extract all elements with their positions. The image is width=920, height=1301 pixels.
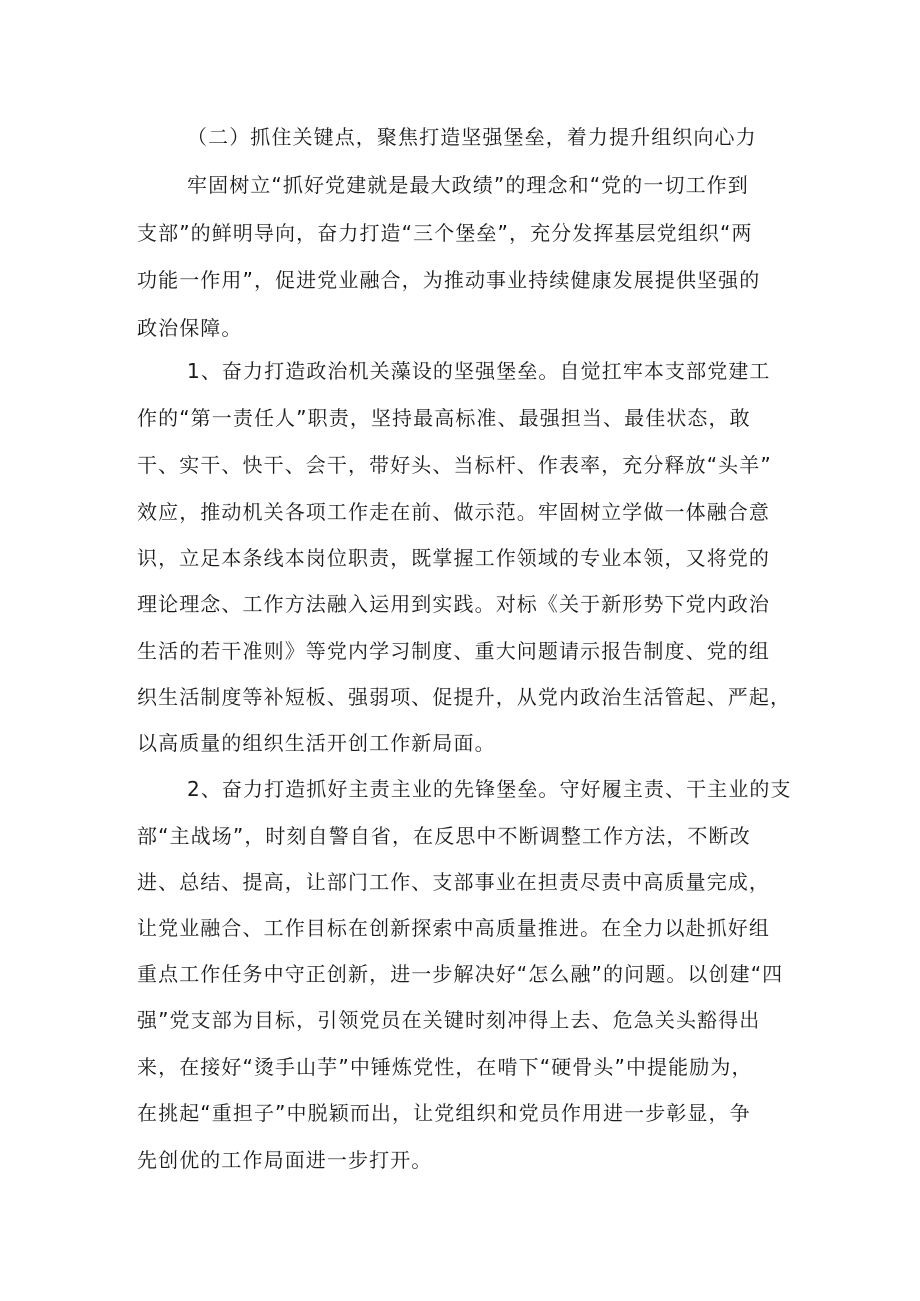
paragraph-line: 让党业融合、工作目标在创新探索中高质量推进。在全力以赴抓好组 [137,916,770,940]
paragraph-line: 来，在接好“烫手山芋”中锤炼党性，在啃下“硬骨头”中提能励为， [137,1055,753,1079]
paragraph-line: 理论理念、工作方法融入运用到实践。对标《关于新形势下党内政治 [137,592,770,616]
paragraph-line: 重点工作任务中守正创新，进一步解决好“怎么融”的问题。以创建“四 [137,962,784,986]
paragraph-line: 识，立足本条线本岗位职责，既掌握工作领域的专业本领，又将党的 [137,546,770,570]
paragraph-line: 以高质量的组织生活开创工作新局面。 [137,731,496,755]
paragraph-line: 强”党支部为目标，引领党员在关键时刻冲得上去、危急关头豁得出 [137,1008,761,1032]
paragraph-line: 功能一作用”，促进党业融合，为推动事业持续健康发展提供坚强的 [137,268,761,292]
paragraph-line: 牢固树立“抓好党建就是最大政绩”的理念和“党的一切工作到 [187,173,749,197]
paragraph-line: 在挑起“重担子”中脱颖而出，让党组织和党员作用进一步彰显，争 [137,1101,751,1125]
paragraph-line: 作的“第一责任人”职责，坚持最高标准、最强担当、最佳状态，敢 [137,406,751,430]
paragraph-line: 干、实干、快干、会干，带好头、当标杆、作表率，充分释放“头羊” [137,453,772,477]
paragraph-line: 进、总结、提高，让部门工作、支部事业在担责尽责中高质量完成， [137,870,770,894]
paragraph-line: 先创优的工作局面进一步打开。 [137,1148,433,1172]
paragraph-line: 政治保障。 [137,316,243,340]
paragraph-line: 支部”的鲜明导向，奋力打造“三个堡垒”，充分发挥基层党组织“两 [137,221,753,245]
paragraph-line: 生活的若干准则》等党内学习制度、重大问题请示报告制度、党的组 [137,639,770,663]
paragraph-line: 织生活制度等补短板、强弱项、促提升，从党内政治生活管起、严起， [137,685,792,709]
section-heading: （二）抓住关键点，聚焦打造坚强堡垒，着力提升组织向心力 [187,125,757,149]
paragraph-line: 效应，推动机关各项工作走在前、做示范。牢固树立学做一体融合意 [137,500,770,524]
paragraph-line: 1、奋力打造政治机关藻设的坚强堡垒。自觉扛牢本支部党建工 [187,359,771,383]
paragraph-line: 部“主战场”，时刻自警自省，在反思中不断调整工作方法，不断改 [137,824,751,848]
paragraph-line: 2、奋力打造抓好主责主业的先锋堡垒。守好履主责、干主业的支 [187,777,792,801]
